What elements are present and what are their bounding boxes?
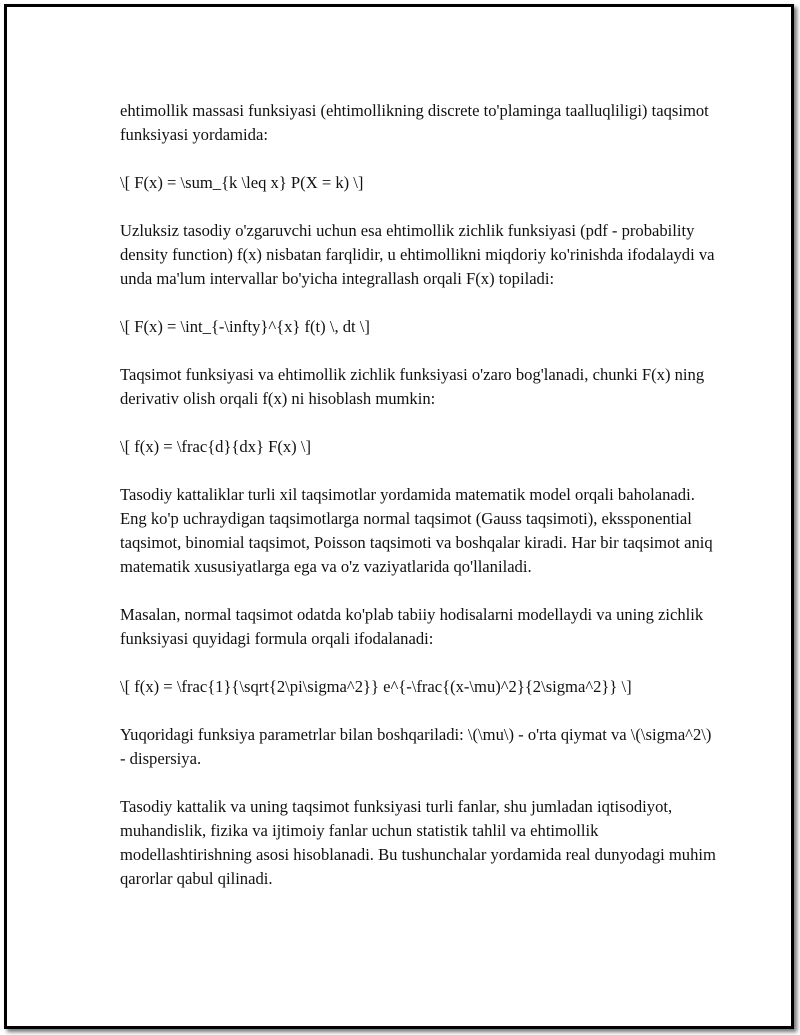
- formula-pdf-derivative: \[ f(x) = \frac{d}{dx} F(x) \]: [120, 437, 311, 456]
- document-page: [4, 4, 794, 1029]
- paragraph-parameters: Yuqoridagi funksiya parametrlar bilan boshqariladi: \(\mu\) - o'rta qiymat va \(\sigma^2\) - dispersiya.: [120, 725, 712, 768]
- document-body: [120, 99, 720, 915]
- paragraph-pmf-intro: ehtimollik massasi funksiyasi (ehtimollikning discrete to'plaminga taalluqliligi) taqsimot funksiyasi yordamida:: [120, 101, 709, 144]
- formula-normal-pdf: \[ f(x) = \frac{1}{\sqrt{2\pi\sigma^2}} e^{-\frac{(x-\mu)^2}{2\sigma^2}} \]: [120, 677, 632, 696]
- paragraph-distributions: Tasodiy kattaliklar turli xil taqsimotlar yordamida matematik model orqali baholanadi. Eng ko'p uchraydigan taqsimotlarga normal taqsimot (Gauss taqsimoti), ekssponential taqsimot, binomial taqsimot, Poisson taqsimoti va boshqalar kiradi. Har bir taqsimot aniq matematik xususiyatlarga ega va o'z vaziyatlarida qo'llaniladi.: [120, 485, 713, 576]
- paragraph-normal-intro: Masalan, normal taqsimot odatda ko'plab tabiiy hodisalarni modellaydi va uning zichlik funksiyasi quyidagi formula orqali ifodalanadi:: [120, 605, 704, 648]
- paragraph-conclusion: Tasodiy kattalik va uning taqsimot funksiyasi turli fanlar, shu jumladan iqtisodiyot, muhandislik, fizika va ijtimoiy fanlar uchun statistik tahlil va ehtimollik modellashtirishning asosi hisoblanadi. Bu tushunchalar yordamida real dunyodagi muhim qarorlar qabul qilinadi.: [120, 797, 716, 888]
- paragraph-cdf-pdf-relation: Taqsimot funksiyasi va ehtimollik zichlik funksiyasi o'zaro bog'lanadi, chunki F(x) ning derivativ olish orqali f(x) ni hisoblash mumkin:: [120, 365, 705, 408]
- formula-cdf-discrete: \[ F(x) = \sum_{k \leq x} P(X = k) \]: [120, 173, 364, 192]
- paragraph-pdf-intro: Uzluksiz tasodiy o'zgaruvchi uchun esa ehtimollik zichlik funksiyasi (pdf - probability density function) f(x) nisbatan farqlidir, u ehtimollikni miqdoriy ko'rinishda ifodalaydi va unda ma'lum intervallar bo'yicha integrallash orqali F(x) topiladi:: [120, 221, 715, 288]
- formula-cdf-continuous: \[ F(x) = \int_{-\infty}^{x} f(t) \, dt \]: [120, 317, 370, 336]
